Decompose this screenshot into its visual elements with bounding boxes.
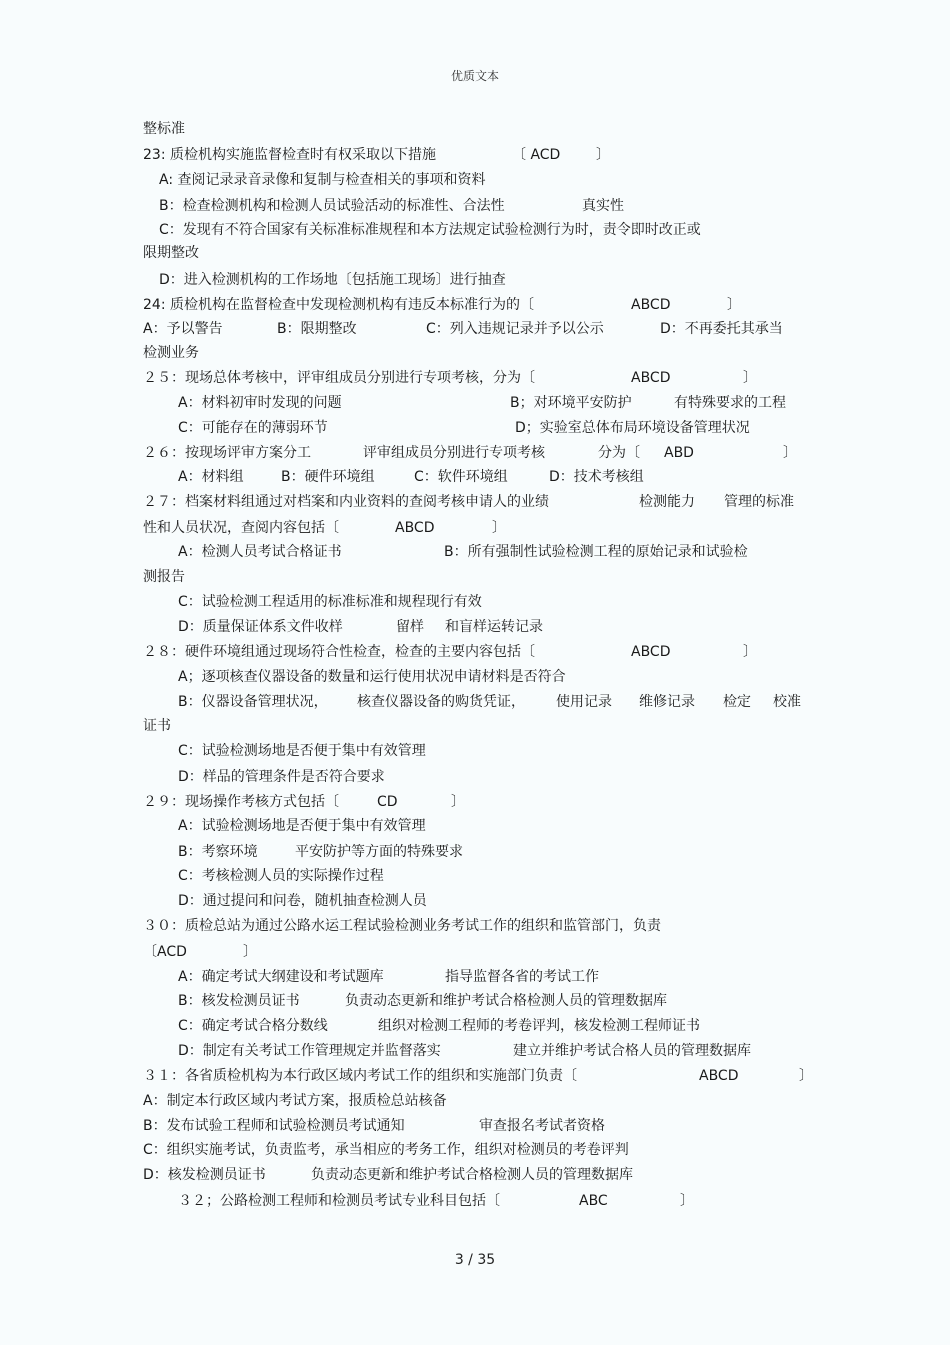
text-segment: 整标准: [143, 121, 185, 137]
text-segment: ABD: [664, 445, 694, 461]
text-segment: D：不再委托其承当: [660, 321, 783, 337]
text-segment: ABC: [579, 1193, 608, 1209]
text-segment: ３２；公路检测工程师和检测员考试专业科目包括〔: [178, 1193, 500, 1209]
text-segment: D：进入检测机构的工作场地〔包括施工现场〕进行抽查: [159, 272, 506, 288]
text-segment: ２９：现场操作考核方式包括〔: [143, 794, 339, 810]
text-segment: D；实验室总体布局环境设备管理状况: [515, 420, 750, 436]
text-segment: C：列入违规记录并予以公示: [426, 321, 604, 337]
text-segment: ２７：档案材料组通过对档案和内业资料的查阅考核申请人的业绩: [143, 494, 549, 510]
text-segment: D：质量保证体系文件收样: [178, 619, 343, 635]
text-segment: 留样: [396, 619, 424, 635]
text-segment: B；对环境平安防护: [510, 395, 632, 411]
text-segment: 检定: [723, 694, 751, 710]
text-segment: A：材料初审时发现的问题: [178, 395, 342, 411]
text-segment: CD: [377, 794, 398, 810]
text-segment: A: 查阅记录录音录像和复制与检查相关的事项和资料: [159, 172, 486, 188]
text-segment: C：试验检测工程适用的标准标准和规程现行有效: [178, 594, 482, 610]
text-segment: ABCD: [631, 370, 671, 386]
text-segment: 〕: [596, 147, 610, 163]
text-segment: B：检查检测机构和检测人员试验活动的标准性、合法性: [159, 198, 505, 214]
text-segment: 维修记录: [639, 694, 695, 710]
text-segment: 审查报名考试者资格: [479, 1118, 605, 1134]
text-segment: 负责动态更新和维护考试合格检测人员的管理数据库: [311, 1167, 633, 1183]
text-segment: 限期整改: [143, 245, 199, 261]
text-segment: 有特殊要求的工程: [674, 395, 786, 411]
text-segment: A：制定本行政区域内考试方案，报质检总站核备: [143, 1093, 447, 1109]
text-segment: A：予以警告: [143, 321, 223, 337]
text-segment: B：发布试验工程师和试验检测员考试通知: [143, 1118, 405, 1134]
text-segment: 〕: [680, 1193, 694, 1209]
text-segment: 〕: [743, 644, 757, 660]
page-header: 优质文本: [450, 69, 499, 83]
text-segment: D：技术考核组: [549, 469, 644, 485]
text-segment: A：试验检测场地是否便于集中有效管理: [178, 818, 426, 834]
text-segment: ABCD: [631, 644, 671, 660]
text-segment: 〕: [783, 445, 797, 461]
text-segment: 校准: [773, 694, 801, 710]
text-segment: ABCD: [395, 520, 435, 536]
text-segment: ABCD: [699, 1068, 739, 1084]
text-segment: B：核发检测员证书: [178, 993, 300, 1009]
text-segment: C：发现有不符合国家有关标准标准规程和本方法规定试验检测行为时，责令即时改正或: [159, 222, 701, 238]
text-segment: 〔ACD: [143, 944, 187, 960]
text-segment: B：仪器设备管理状况，: [178, 694, 328, 710]
text-segment: ２５：现场总体考核中，评审组成员分别进行专项考核，分为〔: [143, 370, 535, 386]
page-number: 3 / 35: [454, 1252, 496, 1268]
text-segment: ２６：按现场评审方案分工: [143, 445, 311, 461]
text-segment: C：确定考试合格分数线: [178, 1018, 328, 1034]
text-segment: 23: 质检机构实施监督检查时有权采取以下措施: [143, 147, 436, 163]
text-segment: D：制定有关考试工作管理规定并监督落实: [178, 1043, 441, 1059]
text-segment: D：核发检测员证书: [143, 1167, 266, 1183]
text-segment: ３０：质检总站为通过公路水运工程试验检测业务考试工作的组织和监管部门，负责: [143, 918, 661, 934]
text-segment: A：材料组: [178, 469, 244, 485]
text-segment: C：软件环境组: [414, 469, 508, 485]
text-segment: 〕: [743, 370, 757, 386]
text-segment: C：考核检测人员的实际操作过程: [178, 868, 384, 884]
text-segment: 建立并维护考试合格人员的管理数据库: [513, 1043, 751, 1059]
text-segment: 〕: [492, 520, 506, 536]
text-segment: 负责动态更新和维护考试合格检测人员的管理数据库: [345, 993, 667, 1009]
text-segment: B：限期整改: [277, 321, 357, 337]
text-segment: 真实性: [582, 198, 624, 214]
text-segment: 和盲样运转记录: [445, 619, 543, 635]
text-segment: 核查仪器设备的购货凭证，: [357, 694, 525, 710]
text-segment: 检测能力: [639, 494, 695, 510]
text-segment: ２８：硬件环境组通过现场符合性检查，检查的主要内容包括〔: [143, 644, 535, 660]
text-segment: 〔 ACD: [512, 147, 561, 163]
text-segment: A；逐项核查仪器设备的数量和运行使用状况申请材料是否符合: [178, 669, 566, 685]
text-segment: B：硬件环境组: [281, 469, 375, 485]
text-segment: D：通过提问和问卷，随机抽查检测人员: [178, 893, 427, 909]
text-segment: ３１：各省质检机构为本行政区域内考试工作的组织和实施部门负责〔: [143, 1068, 577, 1084]
text-segment: 24: 质检机构在监督检查中发现检测机构有违反本标准行为的〔: [143, 297, 534, 313]
text-segment: 〕: [727, 297, 741, 313]
text-segment: B：考察环境: [178, 844, 258, 860]
text-segment: D：样品的管理条件是否符合要求: [178, 769, 385, 785]
text-segment: 管理的标准: [724, 494, 794, 510]
text-segment: 证书: [143, 718, 171, 734]
text-segment: 检测业务: [143, 345, 199, 361]
text-segment: 〕: [799, 1068, 813, 1084]
text-segment: 〕: [243, 944, 257, 960]
text-segment: C：可能存在的薄弱环节: [178, 420, 328, 436]
text-segment: A：检测人员考试合格证书: [178, 544, 342, 560]
text-segment: 评审组成员分别进行专项考核: [363, 445, 545, 461]
text-segment: 性和人员状况，查阅内容包括〔: [143, 520, 339, 536]
text-segment: 组织对检测工程师的考卷评判，核发检测工程师证书: [378, 1018, 700, 1034]
text-segment: 平安防护等方面的特殊要求: [295, 844, 463, 860]
text-segment: 测报告: [143, 569, 185, 585]
text-segment: 指导监督各省的考试工作: [445, 969, 599, 985]
text-segment: C：试验检测场地是否便于集中有效管理: [178, 743, 426, 759]
text-segment: B：所有强制性试验检测工程的原始记录和试验检: [444, 544, 748, 560]
text-segment: ABCD: [631, 297, 671, 313]
text-segment: 分为〔: [598, 445, 640, 461]
text-segment: C：组织实施考试，负责监考，承当相应的考务工作，组织对检测员的考卷评判: [143, 1142, 629, 1158]
text-segment: A：确定考试大纲建设和考试题库: [178, 969, 384, 985]
text-segment: 使用记录: [556, 694, 612, 710]
text-segment: 〕: [451, 794, 465, 810]
